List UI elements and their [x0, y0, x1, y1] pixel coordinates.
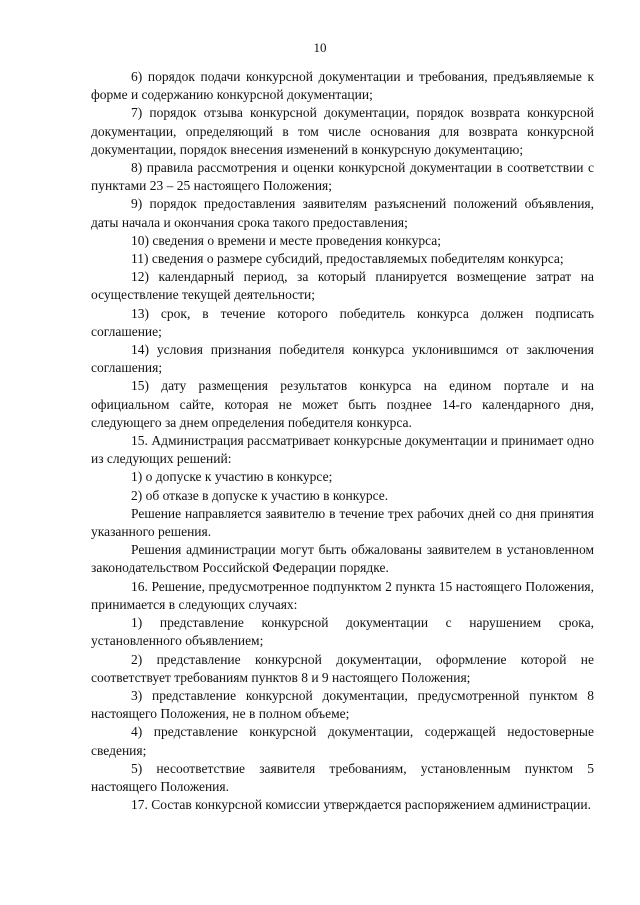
- paragraph: 1) о допуске к участию в конкурсе;: [131, 469, 333, 485]
- paragraph: 15. Администрация рассматривает конкурсные документации и принимает одно из следующих решений:: [91, 433, 594, 467]
- paragraph: 3) представление конкурсной документации, предусмотренной пунктом 8 настоящего Положения, не в полном объеме;: [91, 687, 594, 722]
- paragraph: 8) правила рассмотрения и оценки конкурсной документации в соответствии с пунктами 23 – 25 настоящего Положения;: [91, 160, 594, 194]
- paragraph: 2) об отказе в допуске к участию в конкурсе.: [131, 487, 389, 503]
- paragraph: 15) дату размещения результатов конкурса на едином портале и на официальном сайте, которая не может быть позднее 14-го календарного дня, следующего за днем определения победителя конкурса.: [91, 378, 594, 430]
- document-body: [91, 68, 594, 814]
- paragraph: 16. Решение, предусмотренное подпунктом 2 пункта 15 настоящего Положения, принимается в следующих случаях:: [91, 578, 594, 612]
- paragraph: 4) представление конкурсной документации, содержащей недостоверные сведения;: [91, 724, 594, 758]
- paragraph: Решения администрации могут быть обжалованы заявителем в установленном законодательством Российской Федерации порядке.: [91, 542, 594, 576]
- paragraph: 1) представление конкурсной документации с нарушением срока, установленного объявлением;: [91, 615, 594, 649]
- paragraph: 13) срок, в течение которого победитель конкурса должен подписать соглашение;: [91, 305, 594, 339]
- page-number: 10: [313, 40, 327, 55]
- paragraph: 12) календарный период, за который планируется возмещение затрат на осуществление текущей деятельности;: [91, 269, 594, 303]
- paragraph: 7) порядок отзыва конкурсной документации, порядок возврата конкурсной документации, определяющий в том числе основания для возврата конкурсной документации, порядок внесения изменений в конкурсную документацию;: [91, 105, 594, 157]
- paragraph: 2) представление конкурсной документации, оформление которой не соответствует требованиям пунктов 8 и 9 настоящего Положения;: [91, 651, 594, 685]
- paragraph: Решение направляется заявителю в течение трех рабочих дней со дня принятия указанного решения.: [91, 505, 594, 540]
- paragraph: 5) несоответствие заявителя требованиям, установленным пунктом 5 настоящего Положения.: [91, 760, 594, 794]
- paragraph: 11) сведения о размере субсидий, предоставляемых победителям конкурса;: [131, 251, 564, 267]
- paragraph: 14) условия признания победителя конкурса уклонившимся от заключения соглашения;: [91, 342, 594, 376]
- paragraph: 17. Состав конкурсной комиссии утверждается распоряжением администрации.: [131, 797, 591, 813]
- paragraph: 6) порядок подачи конкурсной документации и требования, предъявляемые к форме и содержанию конкурсной документации;: [91, 69, 594, 103]
- paragraph: 10) сведения о времени и месте проведения конкурса;: [131, 232, 442, 248]
- paragraph: 9) порядок предоставления заявителям разъяснений положений объявления, даты начала и окончания срока такого предоставления;: [91, 196, 594, 230]
